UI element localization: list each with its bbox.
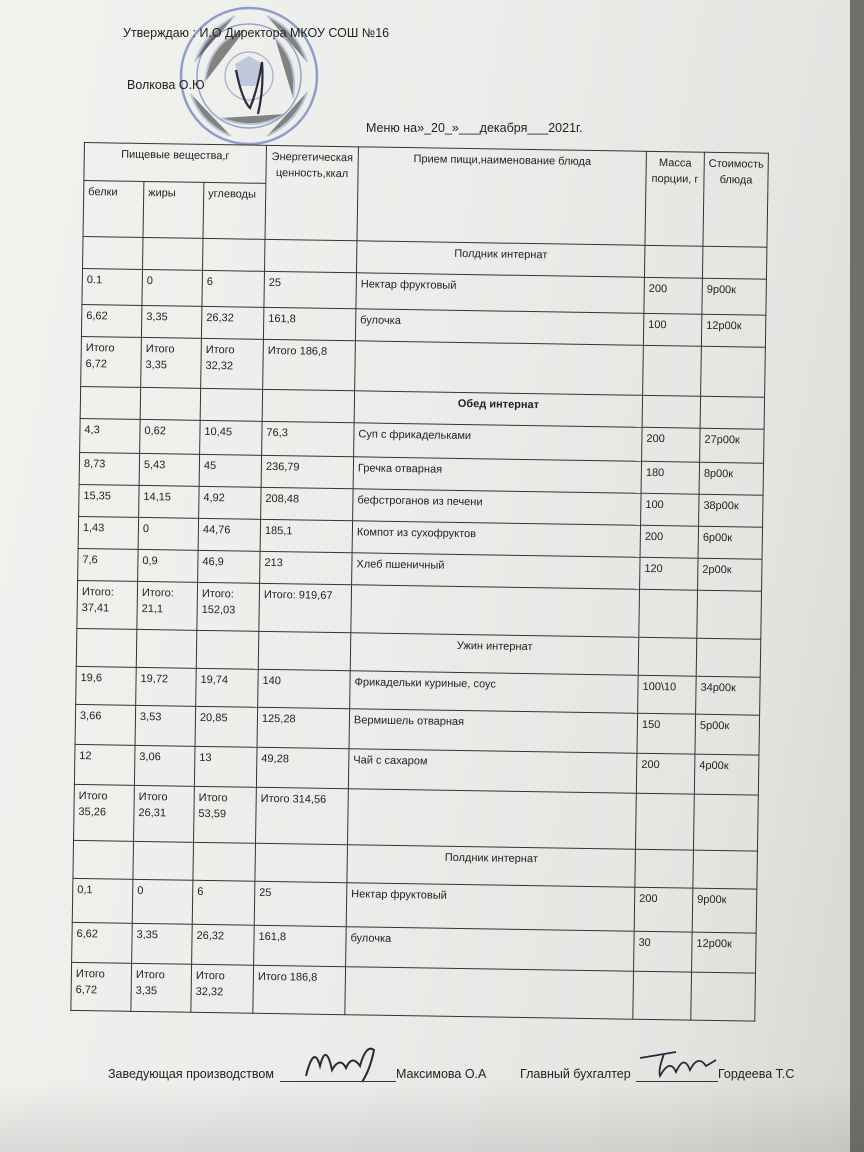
mass-cell: 120: [640, 557, 698, 590]
protein-cell: 0.1: [82, 268, 143, 305]
dish-name: Вермишель отварная: [349, 709, 638, 754]
carbs-cell: 6: [202, 270, 265, 307]
protein-cell: 6,62: [81, 304, 141, 337]
energy-cell: 76,3: [262, 421, 355, 456]
bottom-shadow: [0, 1082, 864, 1152]
header-nutrients: Пищевые вещества,г: [84, 143, 267, 184]
empty-cell: [696, 638, 761, 677]
empty-cell: [700, 396, 765, 429]
menu-table: [70, 142, 769, 1022]
empty-cell: [642, 395, 700, 428]
carbs-cell: 6: [192, 880, 255, 925]
protein-cell: 8,73: [79, 452, 139, 485]
empty-cell: [638, 637, 697, 676]
empty-cell: [701, 346, 766, 397]
energy-cell: 140: [258, 669, 351, 708]
mass-cell: 30: [634, 931, 693, 972]
cost-cell: 9р00к: [692, 888, 757, 933]
fat-cell: 0: [132, 879, 193, 924]
mass-cell: 100: [641, 493, 699, 526]
empty-cell: [697, 590, 762, 639]
empty-cell: [635, 849, 694, 888]
empty-cell: [200, 388, 262, 421]
total-cell: Итого 3,35: [141, 337, 202, 388]
total-row: [71, 962, 756, 1021]
header-carbs: углеводы: [203, 182, 266, 239]
cost-cell: 12р00к: [701, 314, 766, 347]
total-cell: Итого 6,72: [71, 962, 132, 1011]
header-cost: Стоимость блюда: [703, 152, 769, 247]
manager-label: Заведующая производством: [108, 1067, 274, 1081]
carbs-cell: 4,92: [199, 486, 261, 519]
accountant-label: Главный бухгалтер: [520, 1067, 631, 1081]
empty-cell: [702, 246, 767, 279]
accountant-name: Гордеева Т.С: [718, 1067, 795, 1081]
section-title: Обед интернат: [354, 391, 642, 428]
energy-cell: 25: [254, 881, 347, 926]
empty-cell: [76, 628, 137, 667]
total-cell: Итого 314,56: [256, 787, 349, 844]
empty-cell: [635, 793, 694, 850]
energy-cell: 125,28: [257, 707, 350, 748]
protein-cell: 1,43: [78, 516, 138, 549]
carbs-cell: 10,45: [200, 420, 263, 455]
header-energy: Энергетическая ценность,ккал: [265, 145, 358, 240]
empty-cell: [644, 245, 702, 278]
total-cell: Итого 6,72: [81, 336, 142, 387]
empty-cell: [255, 843, 348, 882]
cost-cell: 9р00к: [702, 278, 767, 315]
fat-cell: 3,35: [141, 305, 201, 338]
empty-cell: [196, 630, 259, 669]
header-meal: Прием пищи,наименование блюда: [357, 147, 646, 246]
empty-cell: [693, 850, 758, 889]
carbs-cell: 45: [199, 454, 261, 487]
empty-cell: [643, 345, 702, 396]
header-protein: белки: [83, 181, 144, 238]
section-title: Полдник интернат: [356, 241, 644, 278]
fat-cell: 19,72: [136, 667, 197, 706]
total-cell: Итого 26,31: [134, 785, 195, 842]
energy-cell: 208,48: [261, 487, 353, 520]
empty-cell: [133, 841, 194, 880]
empty-cell: [136, 629, 197, 668]
carbs-cell: 13: [194, 746, 257, 787]
empty-cell: [202, 238, 264, 271]
section-title: Полдник интернат: [347, 845, 636, 888]
empty-cell: [80, 386, 140, 419]
total-cell: Итого 186,8: [253, 965, 346, 1014]
mass-cell: 200: [636, 753, 695, 794]
cost-cell: 6р00к: [698, 526, 763, 559]
empty-cell: [193, 842, 256, 881]
energy-cell: 161,8: [263, 307, 355, 340]
mass-cell: 150: [637, 713, 696, 754]
empty-cell: [355, 341, 644, 396]
total-cell: Итого 3,35: [131, 963, 192, 1012]
protein-cell: 3,66: [75, 704, 136, 745]
mass-cell: 100: [643, 313, 701, 346]
director-signature: [228, 48, 278, 118]
dish-name: Компот из сухофруктов: [352, 521, 640, 558]
empty-cell: [691, 972, 756, 1021]
empty-cell: [83, 236, 143, 269]
empty-cell: [633, 971, 692, 1020]
mass-cell: 180: [641, 461, 699, 494]
menu-date: Меню на»_20_»___декабря___2021г.: [366, 121, 583, 135]
empty-cell: [639, 589, 698, 638]
dish-name: Чай с сахаром: [348, 749, 637, 794]
energy-cell: 49,28: [256, 747, 349, 788]
header-mass: Масса порции, г: [645, 151, 704, 246]
section-title: Ужин интернат: [350, 633, 639, 676]
protein-cell: 6,62: [72, 922, 133, 963]
fat-cell: 3,06: [134, 745, 195, 786]
empty-cell: [351, 585, 640, 638]
carbs-cell: 20,85: [195, 706, 258, 747]
cost-cell: 27р00к: [700, 428, 765, 463]
energy-cell: 213: [260, 551, 352, 584]
empty-cell: [262, 389, 354, 422]
carbs-cell: 44,76: [198, 518, 260, 551]
empty-cell: [140, 387, 200, 420]
empty-cell: [264, 239, 356, 272]
total-cell: Итого 35,26: [74, 784, 135, 841]
empty-cell: [693, 794, 758, 851]
fat-cell: 0,9: [138, 549, 198, 582]
fat-cell: 14,15: [139, 485, 199, 518]
empty-cell: [143, 237, 203, 270]
dish-name: бефстроганов из печени: [353, 489, 641, 526]
fat-cell: 5,43: [139, 453, 199, 486]
fat-cell: 0: [142, 269, 203, 306]
carbs-cell: 26,32: [201, 306, 263, 339]
empty-cell: [73, 840, 134, 879]
manager-signature: [300, 1036, 390, 1086]
header-fat: жиры: [143, 181, 204, 238]
protein-cell: 4,3: [80, 418, 141, 453]
cost-cell: 38р00к: [699, 494, 764, 527]
cost-cell: 12р00к: [692, 932, 757, 973]
dish-name: булочка: [355, 309, 643, 346]
total-cell: Итого 53,59: [194, 786, 257, 843]
dish-name: Гречка отварная: [353, 457, 641, 494]
mass-cell: 200: [644, 277, 703, 314]
total-cell: Итого: 21,1: [137, 581, 198, 630]
dish-name: Нектар фруктовый: [356, 273, 645, 314]
paper-edge: [850, 0, 864, 1152]
dish-name: Фрикадельки куриные, соус: [350, 671, 639, 714]
total-cell: Итого 186,8: [263, 339, 356, 390]
director-name: Волкова О.Ю: [127, 78, 205, 92]
total-cell: Итого 32,32: [201, 338, 264, 389]
empty-cell: [258, 631, 351, 670]
protein-cell: 15,35: [79, 484, 139, 517]
energy-cell: 185,1: [260, 519, 352, 552]
fat-cell: 0,62: [140, 419, 201, 454]
cost-cell: 8р00к: [699, 462, 764, 495]
dish-name: Суп с фрикадельками: [354, 423, 642, 462]
fat-cell: 3,35: [132, 923, 193, 964]
energy-cell: 161,8: [254, 925, 347, 966]
cost-cell: 4р00к: [694, 754, 759, 795]
approval-line: Утверждаю : И.О Директора МКОУ СОШ №16: [123, 26, 390, 40]
total-cell: Итого: 919,67: [259, 583, 352, 632]
protein-cell: 12: [74, 744, 135, 785]
total-cell: Итого: 152,03: [197, 582, 260, 631]
dish-name: Хлеб пшеничный: [352, 553, 640, 590]
accountant-signature: [636, 1046, 720, 1082]
carbs-cell: 26,32: [192, 924, 255, 965]
cost-cell: 5р00к: [695, 714, 760, 755]
protein-cell: 7,6: [78, 548, 138, 581]
energy-cell: 236,79: [261, 455, 353, 488]
empty-cell: [345, 967, 634, 1020]
empty-cell: [347, 789, 636, 850]
carbs-cell: 46,9: [198, 550, 260, 583]
energy-cell: 25: [264, 271, 357, 308]
cost-cell: 34р00к: [696, 676, 761, 715]
fat-cell: 3,53: [135, 705, 196, 746]
total-cell: Итого: 37,41: [77, 580, 138, 629]
manager-name: Максимова О.А: [396, 1067, 487, 1081]
carbs-cell: 19,74: [196, 668, 259, 707]
mass-cell: 200: [642, 427, 701, 462]
dish-name: булочка: [346, 927, 635, 972]
protein-cell: 0,1: [72, 878, 133, 923]
mass-cell: 100\10: [638, 675, 697, 714]
cost-cell: 2р00к: [698, 558, 763, 591]
total-cell: Итого 32,32: [191, 964, 254, 1013]
fat-cell: 0: [138, 517, 198, 550]
mass-cell: 200: [640, 525, 698, 558]
mass-cell: 200: [634, 887, 693, 932]
protein-cell: 19,6: [76, 666, 137, 705]
dish-name: Нектар фруктовый: [346, 883, 635, 932]
